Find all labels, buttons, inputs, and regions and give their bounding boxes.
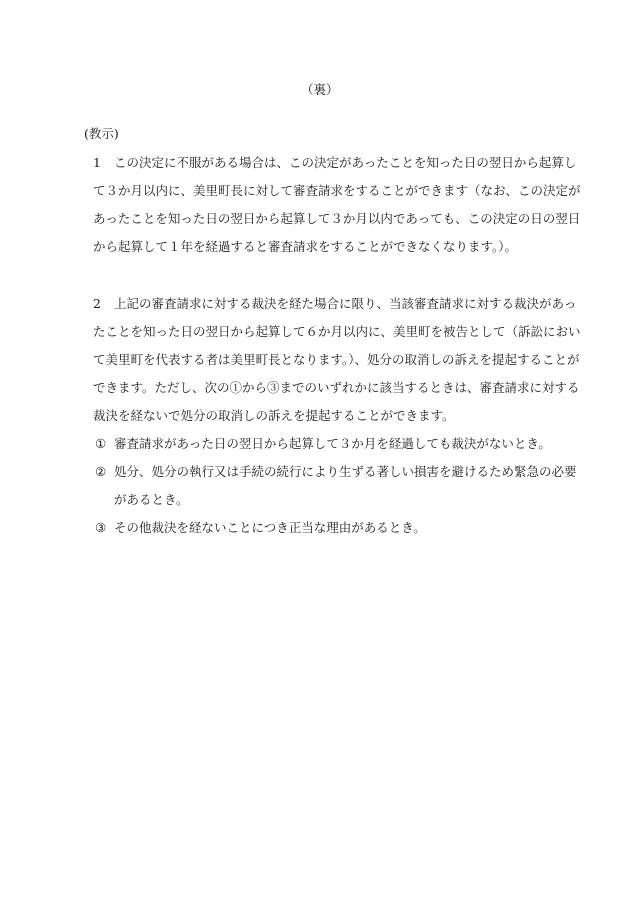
item-2-line-2: たことを知った日の翌日から起算して６か月以内に、美里町を被告として（訴訟におい (93, 324, 581, 339)
item-2-number: 2 (93, 296, 101, 311)
sub-item-1-number: ① (95, 436, 107, 451)
sub-item-3-line-1: その他裁決を経ないことにつき正当な理由があるとき。 (114, 520, 426, 535)
sub-item-1-line-1: 審査請求があった日の翌日から起算して３か月を経過しても裁決がないとき。 (114, 436, 551, 451)
sub-item-2-number: ② (95, 464, 107, 479)
item-2-line-1: 上記の審査請求に対する裁決を経た場合に限り、当該審査請求に対する裁決があっ (114, 296, 577, 311)
item-1-number: 1 (93, 155, 101, 170)
sub-item-3-number: ③ (95, 520, 107, 535)
item-2-line-3: て美里町を代表する者は美里町長となります。）、処分の取消しの訴えを提起することが (93, 352, 580, 367)
item-2-line-5: 裁決を経ないで処分の取消しの訴えを提起することができます。 (93, 408, 455, 423)
sub-item-2-line-2: があるとき。 (114, 492, 189, 507)
item-1-line-3: あったことを知った日の翌日から起算して３か月以内であっても、この決定の日の翌日 (93, 211, 581, 226)
item-2-line-4: できます。ただし、次の①から③までのいずれかに該当するときは、審査請求に対する (93, 380, 580, 395)
item-1-line-2: て３か月以内に、美里町長に対して審査請求をすることができます（なお、この決定が (93, 183, 581, 198)
item-1-line-4: から起算して１年を経過すると審査請求をすることができなくなります。）。 (93, 239, 518, 254)
sub-item-2-line-1: 処分、処分の執行又は手続の続行により生ずる著しい損害を避けるため緊急の必要 (114, 464, 577, 479)
item-1-line-1: この決定に不服がある場合は、この決定があったことを知った日の翌日から起算し (114, 155, 577, 170)
page-header: （裏） (301, 82, 339, 97)
section-title: (教示) (84, 126, 119, 141)
